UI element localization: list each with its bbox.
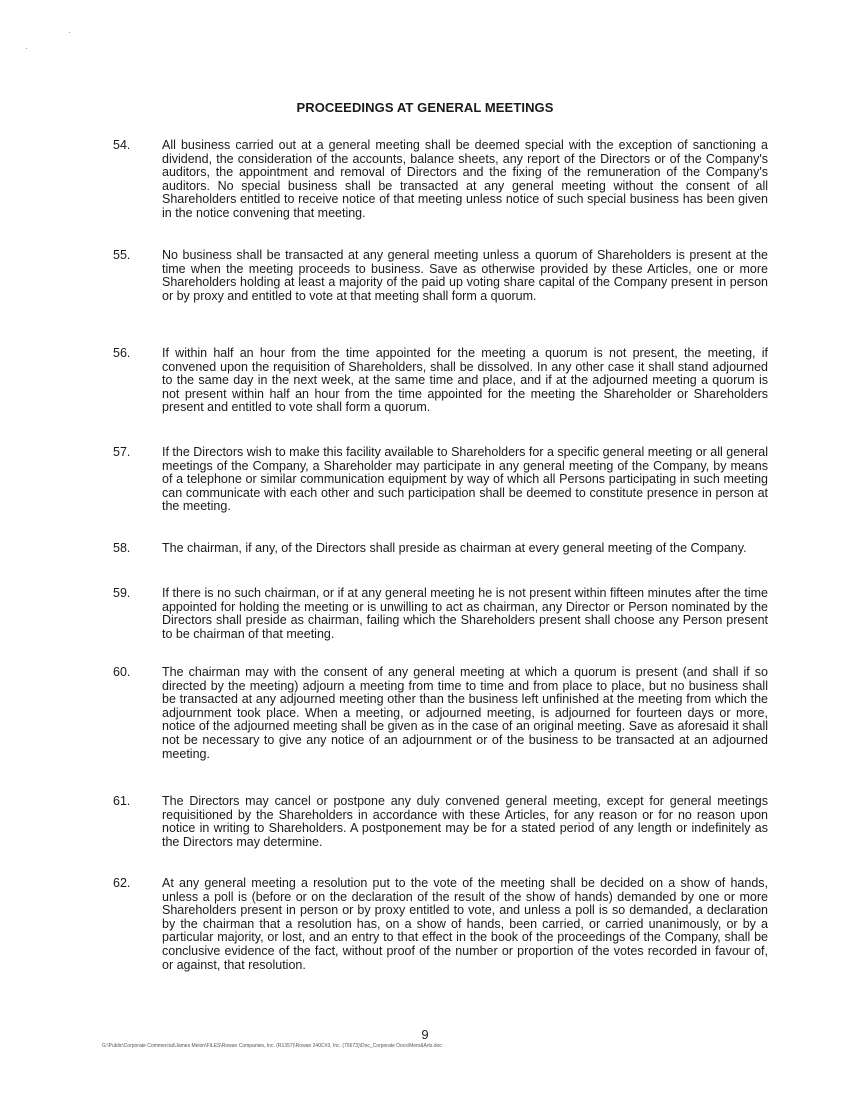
clause-text: All business carried out at a general meeting shall be deemed special with the exception of sanctioning a dividend, the consideration of the accounts, balance sheets, any report of the Directors or of the Company's auditors, the appointment and removal of Directors and the fixing of the remuneration of the Company's auditors. No special business shall be transacted at any general meeting without the consent of all Shareholders entitled to receive notice of that meeting unless notice of such special business has been given in the notice convening that meeting. xyxy=(162,138,768,220)
scan-speck xyxy=(26,48,27,49)
footer-file-path: G:\Public\Corporate Commercial\James Melon\FILES\Rowan Companies, Inc. (R1357)\Rowan 240C#3, Inc. (75673)\Doc_Corporate Docs\Mem&Arts.doc xyxy=(102,1043,442,1049)
clause-number: 61. xyxy=(113,794,131,808)
clause-number: 59. xyxy=(113,586,131,600)
clause-number: 62. xyxy=(113,876,131,890)
clause-number: 57. xyxy=(113,445,131,459)
clause-number: 56. xyxy=(113,346,131,360)
clause-text: At any general meeting a resolution put to the vote of the meeting shall be decided on a show of hands, unless a poll is (before or on the declaration of the result of the show of hands) demanded by one or more Shareholders present in person or by proxy entitled to vote, and unless a poll is so demanded, a declaration by the chairman that a resolution has, on a show of hands, been carried, or carried unanimously, or by a particular majority, or lost, and an entry to that effect in the book of the proceedings of the Company, shall be conclusive evidence of the fact, without proof of the number or proportion of the votes recorded in favour of, or against, that resolution. xyxy=(162,876,768,972)
clause-text: The Directors may cancel or postpone any duly convened general meeting, except for general meetings requisitioned by the Shareholders in accordance with these Articles, for any reason or for no reason upon notice in writing to Shareholders. A postponement may be for a stated period of any length or indefinitely as the Directors may determine. xyxy=(162,794,768,849)
clause-text: The chairman may with the consent of any general meeting at which a quorum is present (and shall if so directed by the meeting) adjourn a meeting from time to time and from place to place, but no business shall be transacted at any adjourned meeting other than the business left unfinished at the meeting from which the adjournment took place. When a meeting, or adjourned meeting, is adjourned for fourteen days or more, notice of the adjourned meeting shall be given as in the case of an original meeting. Save as aforesaid it shall not be necessary to give any notice of an adjournment or of the business to be transacted at an adjourned meeting. xyxy=(162,665,768,761)
clause-text: If within half an hour from the time appointed for the meeting a quorum is not present, the meeting, if convened upon the requisition of Shareholders, shall be dissolved. In any other case it shall stand adjourned to the same day in the next week, at the same time and place, and if at the adjourned meeting a quorum is not present within half an hour from the time appointed for the meeting the Shareholder or Shareholders present and entitled to vote shall form a quorum. xyxy=(162,346,768,415)
clause-text: No business shall be transacted at any general meeting unless a quorum of Shareholders is present at the time when the meeting proceeds to business. Save as otherwise provided by these Articles, one or more Shareholders holding at least a majority of the paid up voting share capital of the Company present in person or by proxy and entitled to vote at that meeting shall form a quorum. xyxy=(162,248,768,303)
clause-number: 58. xyxy=(113,541,131,555)
clause-number: 55. xyxy=(113,248,131,262)
clause-number: 54. xyxy=(113,138,131,152)
page-title: PROCEEDINGS AT GENERAL MEETINGS xyxy=(296,100,554,115)
scan-speck xyxy=(69,32,70,33)
clause-number: 60. xyxy=(113,665,131,679)
clause-text: If the Directors wish to make this facility available to Shareholders for a specific general meeting or all general meetings of the Company, a Shareholder may participate in any general meeting of the Company, by means of a telephone or similar communication equipment by way of which all Persons participating in such meeting can communicate with each other and such participation shall be deemed to constitute presence in person at the meeting. xyxy=(162,445,768,514)
clause-text: The chairman, if any, of the Directors shall preside as chairman at every general meeting of the Company. xyxy=(162,541,747,555)
page-number: 9 xyxy=(421,1027,429,1042)
clause-text: If there is no such chairman, or if at any general meeting he is not present within fifteen minutes after the time appointed for holding the meeting or is unwilling to act as chairman, any Director or Person nominated by the Directors shall preside as chairman, failing which the Shareholders present shall choose any Person present to be chairman of that meeting. xyxy=(162,586,768,641)
